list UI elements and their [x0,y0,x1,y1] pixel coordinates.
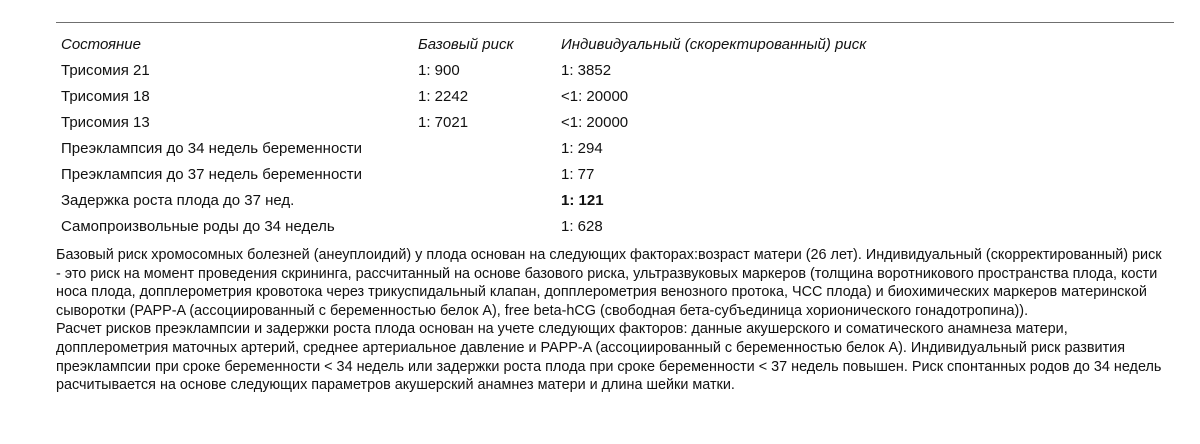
base-risk-cell: 1: 2242 [418,88,469,105]
condition-cell: Трисомия 21 [61,62,150,79]
individual-risk-cell: 1: 3852 [561,62,612,79]
individual-risk-cell: 1: 77 [561,166,595,183]
table-row [61,61,1061,87]
condition-cell: Трисомия 18 [61,88,150,105]
risk-table [61,35,1061,243]
condition-cell: Трисомия 13 [61,114,150,131]
table-body [61,61,1061,243]
individual-risk-cell: <1: 20000 [561,114,629,131]
condition-cell: Самопроизвольные роды до 34 недель [61,218,335,235]
individual-risk-cell: 1: 294 [561,140,603,157]
table-row [61,191,1061,217]
individual-risk-cell: <1: 20000 [561,88,629,105]
table-row [61,87,1061,113]
notes-section [56,246,1166,395]
individual-risk-cell: 1: 121 [561,192,604,209]
table-row [61,165,1061,191]
header-condition: Состояние [61,36,141,53]
condition-cell: Задержка роста плода до 37 нед. [61,192,295,209]
individual-risk-cell: 1: 628 [561,218,603,235]
note-paragraph-chromosomal: Базовый риск хромосомных болезней (анеуплоидий) у плода основан на следующих факторах:возраст матери (26 лет). Индивидуальный (скорректированный) риск - это риск на момент проведения скрининга, рассчитанный на основе базового риска, ультразвуковых маркеров (толщина воротникового пространства плода, кости носа плода, допплерометрия кровотока через трикуспидальный клапан, допплерометрия венозного протока, ЧСС плода) и биохимических маркеров материнской сыворотки (PAPP-A (ассоциированный с беременностью белок А), free beta-hCG (свободная бета-субъединица хорионического гонадотропина)). [56,247,1162,319]
table-row [61,217,1061,243]
header-base-risk: Базовый риск [418,36,514,53]
note-paragraph-preeclampsia: Расчет рисков преэклампсии и задержки роста плода основан на учете следующих факторов: данные акушерского и соматического анамнеза матери, допплерометрия маточных артерий, среднее артериальное давление и PAPP-A (ассоциированный с беременностью белок А). Индивидуальный риск развития преэклампсии при сроке беременности < 34 недель или задержки роста плода при сроке беременности < 37 недель повышен. Риск спонтанных родов до 34 недель расчитывается на основе следующих параметров акушерский анамнез матери и длина шейки матки. [56,321,1162,394]
base-risk-cell: 1: 7021 [418,114,469,131]
top-divider [56,22,1174,23]
table-row [61,113,1061,139]
table-row [61,139,1061,165]
condition-cell: Преэклампсия до 34 недель беременности [61,140,363,157]
table-header-row [61,35,1061,61]
base-risk-cell: 1: 900 [418,62,460,79]
header-individual-risk: Индивидуальный (скоректированный) риск [561,36,867,53]
condition-cell: Преэклампсия до 37 недель беременности [61,166,363,183]
